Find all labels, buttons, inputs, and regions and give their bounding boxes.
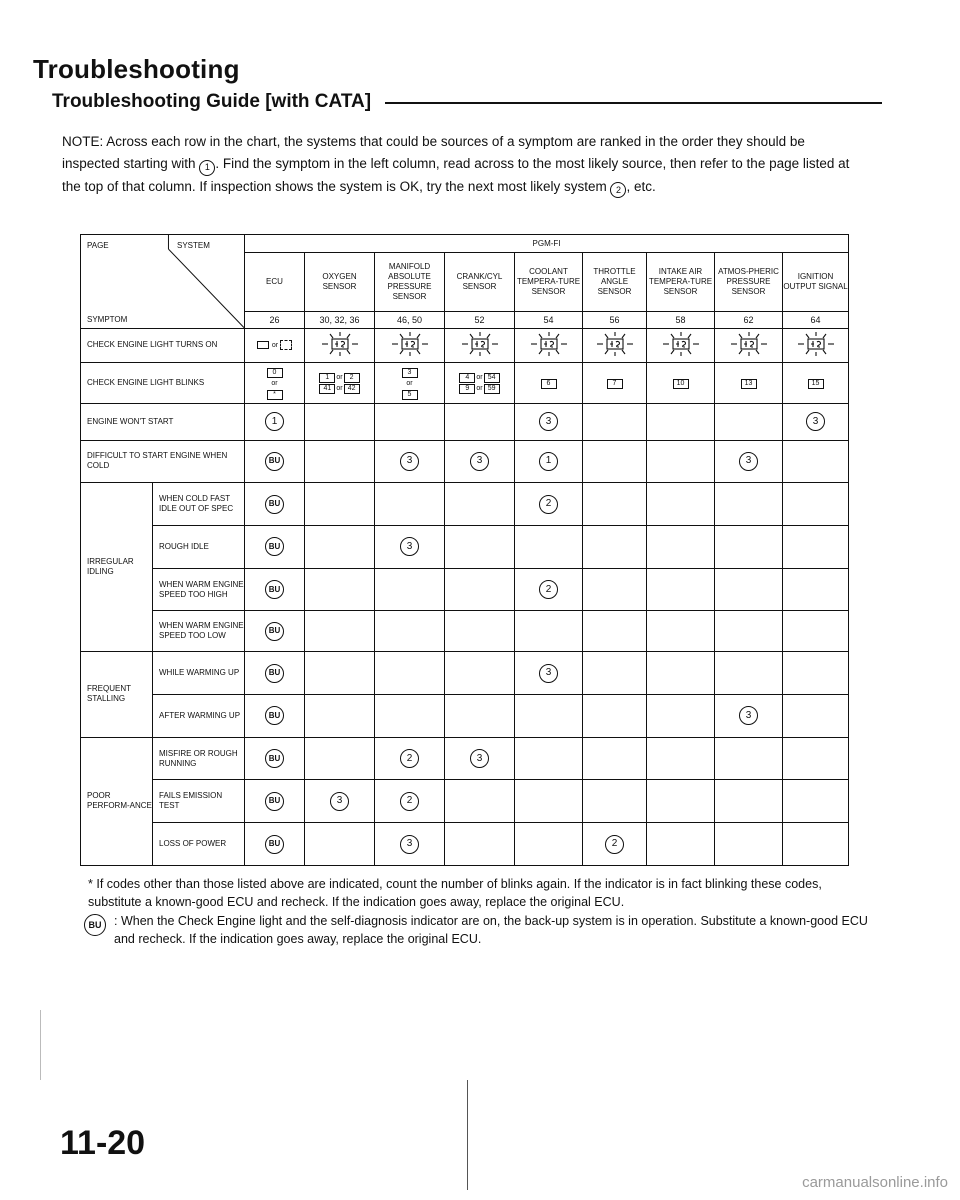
table-row bbox=[81, 526, 849, 569]
priority-cell bbox=[783, 526, 849, 569]
backup-system-icon: BU bbox=[265, 580, 284, 599]
symptom-label: DIFFICULT TO START ENGINE WHEN COLD bbox=[81, 440, 245, 483]
check-engine-light-icon bbox=[662, 331, 700, 357]
check-engine-light-icon bbox=[730, 331, 768, 357]
ecu-lamp-box-icon bbox=[257, 341, 269, 349]
priority-cell bbox=[783, 440, 849, 483]
blink-code-cell bbox=[305, 363, 375, 404]
column-page-number: 62 bbox=[715, 312, 783, 328]
table-row bbox=[81, 403, 849, 440]
priority-cell bbox=[783, 568, 849, 611]
priority-cell bbox=[583, 440, 647, 483]
blink-code: 13 bbox=[741, 379, 757, 389]
priority-cell bbox=[445, 694, 515, 737]
priority-cell bbox=[305, 737, 375, 780]
priority-mark: 1 bbox=[539, 452, 558, 471]
symptom-group-label: IRREGULAR IDLING bbox=[81, 483, 153, 652]
column-page-number: 64 bbox=[783, 312, 849, 328]
priority-cell bbox=[515, 403, 583, 440]
priority-cell bbox=[305, 483, 375, 526]
priority-cell bbox=[305, 780, 375, 823]
mil-cell bbox=[445, 328, 515, 363]
blink-code-cell bbox=[445, 363, 515, 404]
mil-cell bbox=[583, 328, 647, 363]
priority-cell bbox=[445, 737, 515, 780]
blink-code: 6 bbox=[541, 379, 557, 389]
check-engine-light-icon bbox=[797, 331, 835, 357]
column-page-number: 54 bbox=[515, 312, 583, 328]
page-title: Troubleshooting bbox=[33, 54, 240, 84]
or-text: or bbox=[271, 341, 279, 349]
priority-cell bbox=[715, 694, 783, 737]
priority-cell bbox=[783, 737, 849, 780]
blink-code: 4 bbox=[459, 373, 475, 383]
backup-system-icon: BU bbox=[265, 792, 284, 811]
priority-cell bbox=[583, 780, 647, 823]
priority-cell bbox=[647, 440, 715, 483]
priority-cell bbox=[375, 652, 445, 695]
priority-cell bbox=[715, 780, 783, 823]
symptom-label: CHECK ENGINE LIGHT BLINKS bbox=[81, 363, 245, 404]
column-page-number: 46, 50 bbox=[375, 312, 445, 328]
pgm-fi-header: PGM-FI bbox=[245, 235, 849, 253]
mil-cell bbox=[245, 328, 305, 363]
priority-cell bbox=[375, 483, 445, 526]
priority-cell bbox=[375, 611, 445, 652]
priority-cell bbox=[647, 568, 715, 611]
priority-cell bbox=[375, 403, 445, 440]
symptom-label: AFTER WARMING UP bbox=[153, 694, 245, 737]
priority-cell bbox=[583, 694, 647, 737]
priority-mark: 3 bbox=[806, 412, 825, 431]
priority-cell bbox=[647, 403, 715, 440]
priority-cell bbox=[515, 611, 583, 652]
priority-cell bbox=[715, 526, 783, 569]
page-number: 11-20 bbox=[60, 1124, 146, 1162]
blink-code: 7 bbox=[607, 379, 623, 389]
section-heading bbox=[52, 89, 882, 115]
priority-cell bbox=[783, 823, 849, 866]
column-page-number: 26 bbox=[245, 312, 305, 328]
priority-cell bbox=[715, 611, 783, 652]
blink-code-cell bbox=[715, 363, 783, 404]
column-page-number: 58 bbox=[647, 312, 715, 328]
priority-cell bbox=[583, 568, 647, 611]
priority-cell bbox=[647, 780, 715, 823]
priority-cell bbox=[715, 440, 783, 483]
priority-cell bbox=[515, 440, 583, 483]
corner-symptom-label: SYMPTOM bbox=[87, 314, 128, 324]
priority-cell bbox=[375, 526, 445, 569]
priority-mark: 2 bbox=[400, 792, 419, 811]
priority-cell bbox=[647, 611, 715, 652]
binding-line bbox=[467, 1080, 468, 1190]
blink-code-cell bbox=[583, 363, 647, 404]
backup-system-icon: BU bbox=[265, 835, 284, 854]
column-header: OXYGEN SENSOR bbox=[305, 253, 375, 312]
priority-cell bbox=[515, 737, 583, 780]
priority-cell bbox=[583, 737, 647, 780]
priority-cell bbox=[647, 483, 715, 526]
priority-cell bbox=[245, 483, 305, 526]
backup-note bbox=[84, 912, 884, 948]
table-row bbox=[81, 611, 849, 652]
table-row bbox=[81, 694, 849, 737]
priority-cell bbox=[375, 694, 445, 737]
circled-number-2: 2 bbox=[610, 182, 626, 198]
backup-system-icon: BU bbox=[265, 495, 284, 514]
footnote-asterisk: * bbox=[88, 877, 93, 891]
priority-cell bbox=[515, 526, 583, 569]
priority-cell bbox=[305, 403, 375, 440]
column-header: COOLANT TEMPERA-TURE SENSOR bbox=[515, 253, 583, 312]
priority-cell bbox=[783, 611, 849, 652]
mil-cell bbox=[515, 328, 583, 363]
priority-cell bbox=[305, 694, 375, 737]
symptom-label: WHEN WARM ENGINE SPEED TOO HIGH bbox=[153, 568, 245, 611]
priority-cell bbox=[715, 652, 783, 695]
priority-cell bbox=[783, 403, 849, 440]
priority-cell bbox=[245, 737, 305, 780]
footnote bbox=[88, 875, 878, 911]
column-page-number: 52 bbox=[445, 312, 515, 328]
priority-mark: 3 bbox=[400, 835, 419, 854]
corner-system-label: SYSTEM bbox=[177, 241, 210, 250]
table-row bbox=[81, 823, 849, 866]
symptom-label: LOSS OF POWER bbox=[153, 823, 245, 866]
priority-cell bbox=[715, 483, 783, 526]
backup-system-icon: BU bbox=[265, 622, 284, 641]
priority-cell bbox=[245, 652, 305, 695]
table-row bbox=[81, 440, 849, 483]
table-row bbox=[81, 737, 849, 780]
or-text: or bbox=[271, 379, 278, 387]
symptom-label: ROUGH IDLE bbox=[153, 526, 245, 569]
or-text: or bbox=[336, 385, 343, 393]
priority-mark: 2 bbox=[605, 835, 624, 854]
blink-code-cell bbox=[647, 363, 715, 404]
symptom-label: MISFIRE OR ROUGH RUNNING bbox=[153, 737, 245, 780]
blink-code: 0 bbox=[267, 368, 283, 378]
priority-cell bbox=[445, 483, 515, 526]
priority-cell bbox=[305, 440, 375, 483]
priority-mark: 3 bbox=[739, 706, 758, 725]
priority-cell bbox=[375, 568, 445, 611]
backup-note-text: : When the Check Engine light and the self-diagnosis indicator are on, the back-up system is in operation. Substitute a known-good ECU and recheck. If the indication goes away, replace the original ECU. bbox=[114, 914, 868, 946]
priority-mark: 3 bbox=[539, 664, 558, 683]
or-text: or bbox=[476, 374, 483, 382]
priority-cell bbox=[445, 440, 515, 483]
section-title: Troubleshooting Guide [with CATA] bbox=[52, 91, 372, 112]
priority-cell bbox=[375, 737, 445, 780]
column-page-number: 56 bbox=[583, 312, 647, 328]
check-engine-light-icon bbox=[391, 331, 429, 357]
priority-cell bbox=[445, 403, 515, 440]
symptom-label: ENGINE WON'T START bbox=[81, 403, 245, 440]
mil-cell bbox=[715, 328, 783, 363]
priority-cell bbox=[583, 611, 647, 652]
mil-cell bbox=[647, 328, 715, 363]
corner-page-label: PAGE bbox=[87, 241, 109, 250]
priority-cell bbox=[245, 568, 305, 611]
priority-cell bbox=[445, 823, 515, 866]
blink-code: 41 bbox=[319, 384, 335, 394]
priority-cell bbox=[245, 780, 305, 823]
priority-mark: 1 bbox=[265, 412, 284, 431]
blink-code: * bbox=[267, 390, 283, 400]
table-row bbox=[81, 652, 849, 695]
priority-cell bbox=[445, 611, 515, 652]
priority-mark: 3 bbox=[400, 537, 419, 556]
backup-system-icon: BU bbox=[265, 664, 284, 683]
priority-cell bbox=[583, 403, 647, 440]
priority-cell bbox=[445, 780, 515, 823]
priority-cell bbox=[583, 823, 647, 866]
priority-mark: 3 bbox=[470, 749, 489, 768]
mil-cell bbox=[783, 328, 849, 363]
column-header: ATMOS-PHERIC PRESSURE SENSOR bbox=[715, 253, 783, 312]
backup-system-icon: BU bbox=[84, 914, 106, 936]
blink-code-cell bbox=[375, 363, 445, 404]
priority-cell bbox=[715, 568, 783, 611]
blink-code: 5 bbox=[402, 390, 418, 400]
priority-cell bbox=[515, 652, 583, 695]
priority-cell bbox=[245, 440, 305, 483]
or-text: or bbox=[336, 374, 343, 382]
blink-code: 3 bbox=[402, 368, 418, 378]
priority-cell bbox=[515, 780, 583, 823]
note-text-part3: , etc. bbox=[626, 178, 656, 194]
blink-code: 59 bbox=[484, 384, 500, 394]
priority-cell bbox=[305, 652, 375, 695]
heading-rule bbox=[385, 102, 882, 104]
priority-mark: 3 bbox=[330, 792, 349, 811]
ecu-lamp-off-icon bbox=[280, 340, 292, 350]
note-text-part2: . Find the symptom in the left column, read across to the most likely source, then refer to the page listed at the top of that column. If inspection shows the system is OK, try the next most likely system bbox=[62, 156, 850, 194]
margin-mark bbox=[40, 1010, 41, 1080]
priority-cell bbox=[715, 823, 783, 866]
priority-mark: 2 bbox=[539, 580, 558, 599]
check-engine-light-icon bbox=[461, 331, 499, 357]
blink-code: 10 bbox=[673, 379, 689, 389]
priority-cell bbox=[647, 694, 715, 737]
symptom-group-label: FREQUENT STALLING bbox=[81, 652, 153, 737]
note-text-part1: NOTE: Across each row in the chart, the systems that could be sources of a symptom are ranked in the order they should be inspected starting with bbox=[62, 134, 805, 171]
priority-cell bbox=[783, 483, 849, 526]
priority-cell bbox=[647, 526, 715, 569]
priority-cell bbox=[783, 694, 849, 737]
backup-system-icon: BU bbox=[265, 706, 284, 725]
priority-mark: 3 bbox=[470, 452, 489, 471]
column-header: THROTTLE ANGLE SENSOR bbox=[583, 253, 647, 312]
priority-cell bbox=[445, 652, 515, 695]
priority-cell bbox=[647, 823, 715, 866]
priority-cell bbox=[305, 611, 375, 652]
priority-cell bbox=[515, 483, 583, 526]
priority-cell bbox=[515, 823, 583, 866]
backup-system-icon: BU bbox=[265, 537, 284, 556]
priority-cell bbox=[583, 526, 647, 569]
priority-cell bbox=[445, 526, 515, 569]
column-header: MANIFOLD ABSOLUTE PRESSURE SENSOR bbox=[375, 253, 445, 312]
column-page-number: 30, 32, 36 bbox=[305, 312, 375, 328]
blink-code-cell bbox=[783, 363, 849, 404]
symptom-label: FAILS EMISSION TEST bbox=[153, 780, 245, 823]
priority-cell bbox=[783, 652, 849, 695]
priority-cell bbox=[375, 780, 445, 823]
backup-system-icon: BU bbox=[265, 749, 284, 768]
priority-cell bbox=[245, 823, 305, 866]
priority-cell bbox=[375, 440, 445, 483]
priority-cell bbox=[583, 483, 647, 526]
circled-number-1: 1 bbox=[199, 160, 215, 176]
priority-cell bbox=[715, 737, 783, 780]
priority-mark: 2 bbox=[400, 749, 419, 768]
blink-code: 1 bbox=[319, 373, 335, 383]
column-header: INTAKE AIR TEMPERA-TURE SENSOR bbox=[647, 253, 715, 312]
priority-cell bbox=[515, 694, 583, 737]
priority-cell bbox=[245, 526, 305, 569]
column-header: CRANK/CYL SENSOR bbox=[445, 253, 515, 312]
column-header: ECU bbox=[245, 253, 305, 312]
priority-cell bbox=[715, 403, 783, 440]
column-header: IGNITION OUTPUT SIGNAL bbox=[783, 253, 849, 312]
check-engine-light-icon bbox=[530, 331, 568, 357]
symptom-label: CHECK ENGINE LIGHT TURNS ON bbox=[81, 328, 245, 363]
blink-code: 9 bbox=[459, 384, 475, 394]
symptom-label: WHILE WARMING UP bbox=[153, 652, 245, 695]
footnote-text: If codes other than those listed above are indicated, count the number of blinks again. If the indicator is in fact blinking these codes, substitute a known-good ECU and recheck. If the indication goes away, replace the original ECU. bbox=[88, 877, 822, 909]
priority-cell bbox=[245, 694, 305, 737]
mil-cell bbox=[305, 328, 375, 363]
troubleshooting-table bbox=[80, 234, 849, 866]
check-engine-light-icon bbox=[321, 331, 359, 357]
priority-cell bbox=[783, 780, 849, 823]
blink-code: 2 bbox=[344, 373, 360, 383]
priority-cell bbox=[583, 652, 647, 695]
watermark: carmanualsonline.info bbox=[802, 1174, 948, 1191]
backup-system-icon: BU bbox=[265, 452, 284, 471]
priority-mark: 2 bbox=[539, 495, 558, 514]
symptom-label: WHEN COLD FAST IDLE OUT OF SPEC bbox=[153, 483, 245, 526]
table-row bbox=[81, 568, 849, 611]
priority-cell bbox=[305, 526, 375, 569]
or-text: or bbox=[406, 379, 413, 387]
check-engine-light-icon bbox=[596, 331, 634, 357]
blink-code-cell bbox=[245, 363, 305, 404]
symptom-label: WHEN WARM ENGINE SPEED TOO LOW bbox=[153, 611, 245, 652]
blink-code: 15 bbox=[808, 379, 824, 389]
priority-mark: 3 bbox=[400, 452, 419, 471]
blink-code-cell bbox=[515, 363, 583, 404]
blink-code: 42 bbox=[344, 384, 360, 394]
priority-cell bbox=[515, 568, 583, 611]
mil-cell bbox=[375, 328, 445, 363]
or-text: or bbox=[476, 385, 483, 393]
blink-code: 54 bbox=[484, 373, 500, 383]
priority-cell bbox=[245, 611, 305, 652]
priority-cell bbox=[647, 652, 715, 695]
instruction-note bbox=[62, 131, 862, 198]
priority-cell bbox=[245, 403, 305, 440]
priority-cell bbox=[445, 568, 515, 611]
priority-cell bbox=[647, 737, 715, 780]
table-row bbox=[81, 780, 849, 823]
priority-mark: 3 bbox=[539, 412, 558, 431]
priority-cell bbox=[305, 568, 375, 611]
priority-cell bbox=[375, 823, 445, 866]
priority-mark: 3 bbox=[739, 452, 758, 471]
symptom-group-label: POOR PERFORM-ANCE bbox=[81, 737, 153, 865]
priority-cell bbox=[305, 823, 375, 866]
table-row bbox=[81, 483, 849, 526]
table-corner-cell bbox=[81, 235, 245, 329]
